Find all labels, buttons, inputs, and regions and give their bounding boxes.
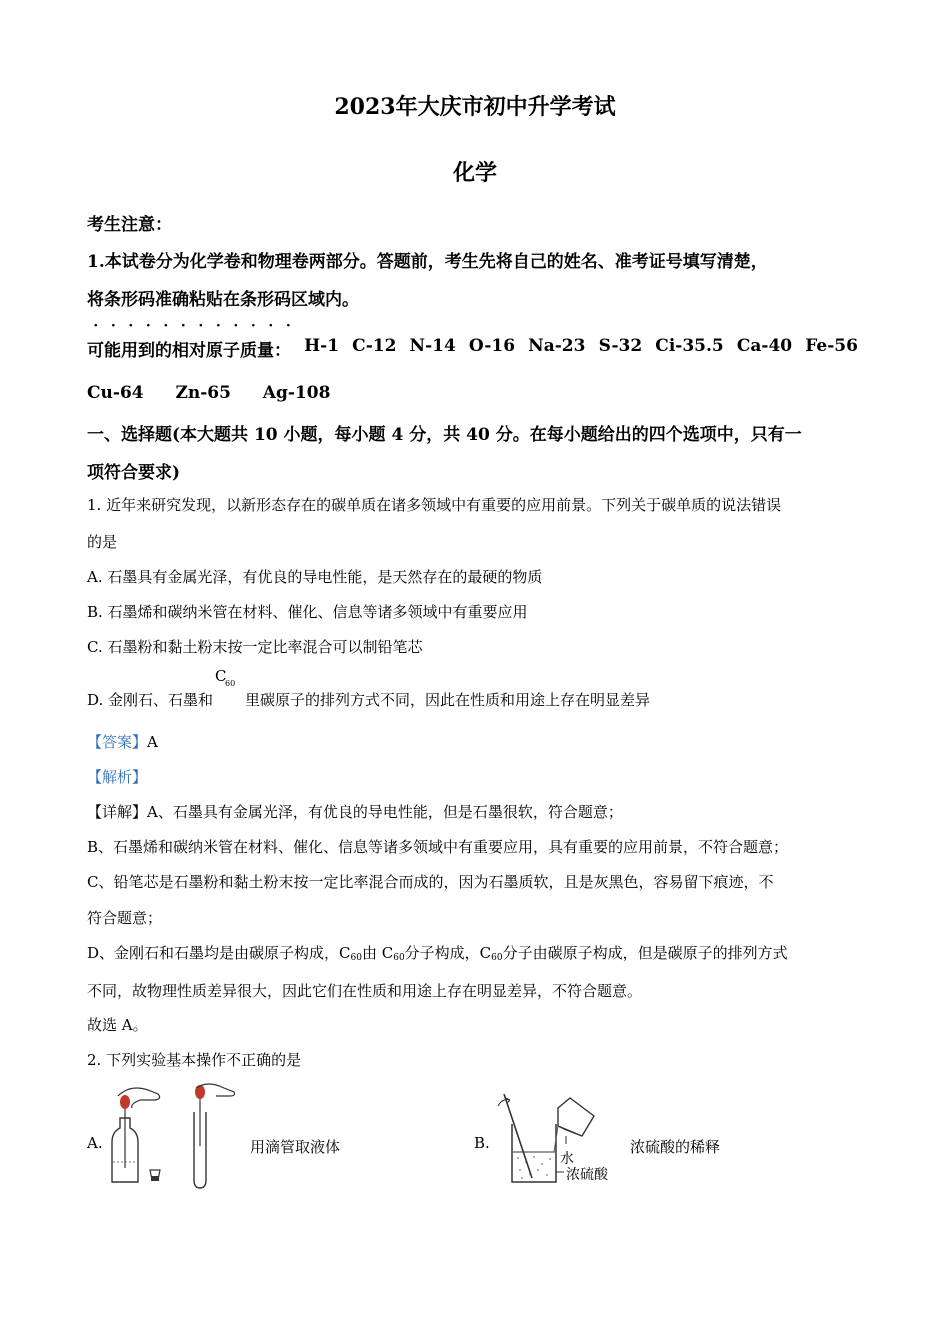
q2-option-b-label: B. bbox=[474, 1134, 490, 1152]
atomic-mass-item: H-1 bbox=[304, 336, 340, 356]
q1-option-a: A. 石墨具有金属光泽，有优良的导电性能，是天然存在的最硬的物质 bbox=[87, 568, 543, 586]
atomic-mass-label: 可能用到的相对原子质量： bbox=[87, 341, 291, 361]
section-heading-line-1: 一、选择题(本大题共 10 小题，每小题 4 分，共 40 分。在每小题给出的四个选项中，只有一 bbox=[87, 425, 802, 445]
q2-option-b-caption: 浓硫酸的稀释 bbox=[630, 1138, 721, 1156]
emphasis-dots: · · · · · · · · · · · · bbox=[93, 318, 291, 334]
atomic-mass-item: O-16 bbox=[468, 336, 516, 356]
q1-detail-d-1: D、金刚石和石墨均是由碳原子构成，$C_{60}$由 $C_{60}$分子构成，$C_{60}$分子由碳原子构成，但是碳原子的排列方式 bbox=[87, 944, 788, 963]
atomic-mass-row-1 bbox=[87, 336, 858, 361]
q1-detail-c-1: C、铅笔芯是石墨粉和黏土粉末按一定比率混合而成的，因为石墨质软，且是灰黑色，容易留下痕迹，不 bbox=[87, 873, 774, 891]
atomic-mass-item: C-12 bbox=[352, 336, 397, 356]
atomic-mass-item: Ci-35.5 bbox=[655, 336, 724, 356]
notice-line-1: 1.本试卷分为化学卷和物理卷两部分。答题前，考生先将自己的姓名、准考证号填写清楚， bbox=[87, 252, 768, 272]
atomic-mass-item: Cu-64 bbox=[87, 383, 144, 403]
dropper-bottle-illustration bbox=[100, 1082, 240, 1192]
q1-stem-line-2: 的是 bbox=[87, 533, 118, 551]
label-water: 水 bbox=[560, 1151, 574, 1167]
q2-option-a-label: A. bbox=[87, 1134, 103, 1152]
q1-detail-b: B、石墨烯和碳纳米管在材料、催化、信息等诸多领域中有重要应用，具有重要的应用前景，不符合题意； bbox=[87, 838, 789, 856]
q1-option-b: B. 石墨烯和碳纳米管在材料、催化、信息等诸多领域中有重要应用 bbox=[87, 603, 528, 621]
q2-stem: 2. 下列实验基本操作不正确的是 bbox=[87, 1051, 302, 1069]
subject-title: 化学 bbox=[452, 160, 497, 186]
q2-option-a-caption: 用滴管取液体 bbox=[250, 1138, 341, 1156]
atomic-mass-item: N-14 bbox=[409, 336, 456, 356]
c60-formula: C 60 bbox=[215, 667, 236, 688]
q1-detail-d-2: 不同，故物理性质差异很大，因此它们在性质和用途上存在明显差异，不符合题意。 bbox=[87, 982, 643, 1000]
q1-analysis-tag: 【解析】 bbox=[87, 768, 148, 786]
atomic-mass-row-2 bbox=[87, 383, 330, 403]
q1-stem-line-1: 1. 近年来研究发现，以新形态存在的碳单质在诸多领域中有重要的应用前景。下列关于碳单质的说法错误 bbox=[87, 496, 782, 514]
section-heading-line-2: 项符合要求) bbox=[87, 463, 181, 483]
q1-answer: 【答案】A bbox=[87, 733, 158, 751]
atomic-mass-item: Zn-65 bbox=[175, 383, 231, 403]
notice-heading: 考生注意： bbox=[87, 215, 172, 235]
atomic-mass-item: S-32 bbox=[598, 336, 643, 356]
atomic-mass-item: Ca-40 bbox=[736, 336, 793, 356]
q1-option-d: D. 金刚石、石墨和 C 60 里碳原子的排列方式不同，因此在性质和用途上存在明显差异 bbox=[87, 667, 651, 709]
atomic-mass-item: Fe-56 bbox=[805, 336, 858, 356]
exam-title: 2023年大庆市初中升学考试 bbox=[334, 94, 616, 120]
atomic-mass-item: Ag-108 bbox=[262, 383, 331, 403]
q1-conclusion: 故选 A。 bbox=[87, 1016, 148, 1034]
q1-detail-c-2: 符合题意； bbox=[87, 909, 163, 927]
q1-detail-a: 【详解】A、石墨具有金属光泽，有优良的导电性能，但是石墨很软，符合题意； bbox=[87, 803, 623, 821]
notice-line-2: 将条形码准确粘贴在条形码区域内。 bbox=[87, 290, 359, 310]
q1-option-c: C. 石墨粉和黏土粉末按一定比率混合可以制铅笔芯 bbox=[87, 638, 423, 656]
label-concentrated-sulfuric-acid: 浓硫酸 bbox=[566, 1167, 608, 1183]
atomic-mass-item: Na-23 bbox=[528, 336, 586, 356]
